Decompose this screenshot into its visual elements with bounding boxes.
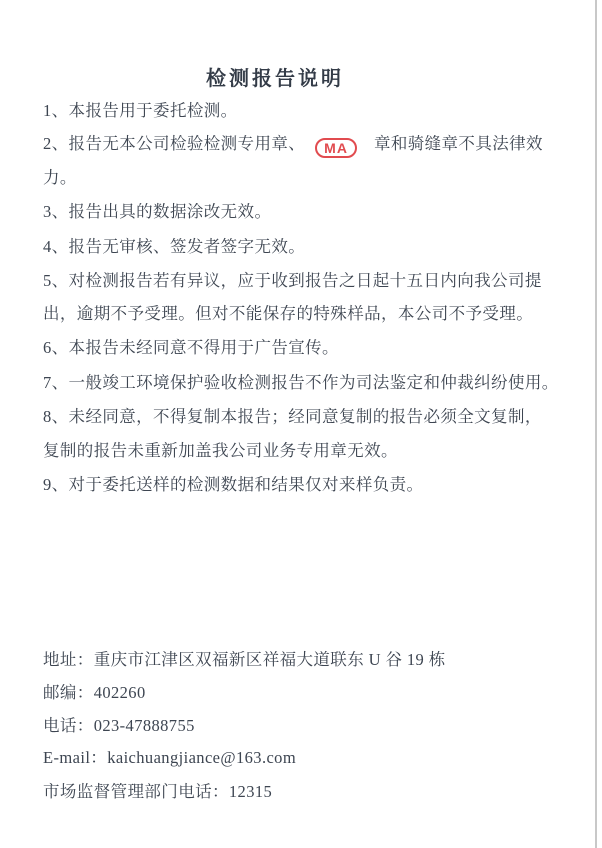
scan-edge-line xyxy=(595,0,597,848)
contact-postcode: 邮编：402260 xyxy=(43,683,146,702)
note-item-4: 4、报告无审核、签发者签字无效。 xyxy=(43,237,306,256)
note-item-9: 9、对于委托送样的检测数据和结果仅对来样负责。 xyxy=(43,475,424,494)
note-item-8-line-1: 8、未经同意，不得复制本报告；经同意复制的报告必须全文复制， xyxy=(43,407,542,426)
note-item-2-text-after: 章和骑缝章不具法律效 xyxy=(373,134,543,153)
note-item-3: 3、报告出具的数据涂改无效。 xyxy=(43,202,272,221)
note-item-1: 1、本报告用于委托检测。 xyxy=(43,101,238,120)
contact-email: E-mail：kaichuangjiance@163.com xyxy=(43,748,297,767)
note-item-7: 7、一般竣工环境保护验收检测报告不作为司法鉴定和仲裁纠纷使用。 xyxy=(43,373,559,392)
cma-certification-mark xyxy=(315,138,357,158)
note-item-6: 6、本报告未经同意不得用于广告宣传。 xyxy=(43,338,339,357)
page-title: 检测报告说明 xyxy=(206,68,344,90)
note-item-2-text-before: 2、报告无本公司检验检测专用章、 xyxy=(43,134,306,153)
note-item-2 xyxy=(43,134,543,158)
cma-mark-label: MA xyxy=(324,140,348,156)
note-item-2-continuation: 力。 xyxy=(43,168,77,187)
note-item-8-line-2: 复制的报告未重新加盖我公司业务专用章无效。 xyxy=(43,441,398,460)
note-item-5-line-1: 5、对检测报告若有异议，应于收到报告之日起十五日内向我公司提 xyxy=(43,271,542,290)
contact-address: 地址：重庆市江津区双福新区祥福大道联东 U 谷 19 栋 xyxy=(43,650,446,669)
contact-phone: 电话：023-47888755 xyxy=(43,716,195,735)
note-item-5-line-2: 出，逾期不予受理。但对不能保存的特殊样品，本公司不予受理。 xyxy=(43,304,534,323)
contact-market-supervision-phone: 市场监督管理部门电话：12315 xyxy=(43,782,273,801)
